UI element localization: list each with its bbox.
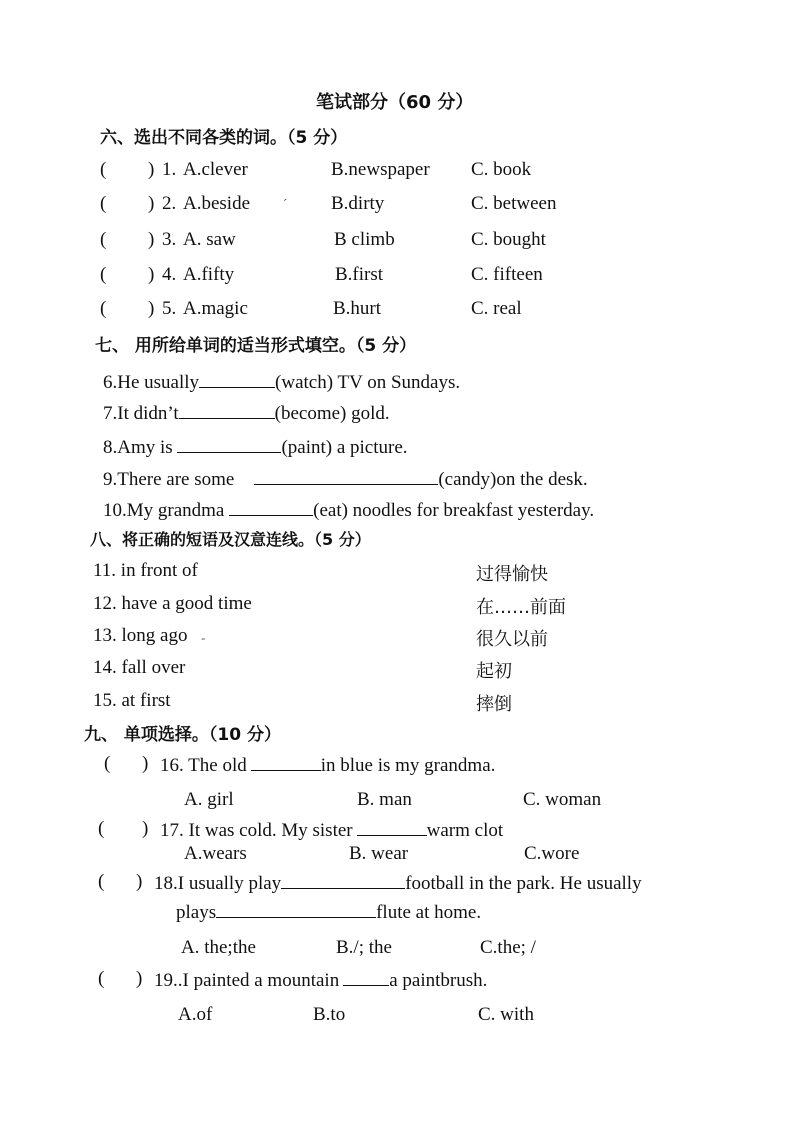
- meaning-right[interactable]: 摔倒: [476, 694, 512, 715]
- option-b: B.hurt: [333, 298, 382, 319]
- option-b[interactable]: B.to: [313, 1004, 346, 1025]
- stem-end: football in the park. He usually: [405, 873, 642, 894]
- question-stem: [154, 871, 642, 895]
- answer-blank[interactable]: [216, 900, 376, 918]
- question-stem-line2: [176, 900, 481, 924]
- option-c[interactable]: C.the; /: [480, 937, 536, 958]
- section7-heading: 七、 用所给单词的适当形式填空。（5 分）: [95, 336, 417, 356]
- answer-paren-open[interactable]: (: [98, 968, 105, 989]
- option-a: A.beside: [183, 193, 251, 214]
- option-c: C. real: [471, 298, 522, 319]
- item-number: 2.: [162, 193, 177, 214]
- option-b: B.first: [335, 264, 384, 285]
- answer-paren-open[interactable]: (: [100, 264, 107, 285]
- option-a: A. saw: [183, 229, 236, 250]
- option-a: A.fifty: [183, 264, 235, 285]
- answer-blank[interactable]: [229, 498, 313, 516]
- option-c[interactable]: C. with: [478, 1004, 534, 1025]
- answer-paren-open[interactable]: (: [98, 818, 105, 839]
- word-hint: (eat) noodles for breakfast yesterday.: [313, 500, 595, 521]
- section9-heading: 九、 单项选择。（10 分）: [84, 725, 281, 745]
- stem-end: a paintbrush.: [389, 970, 488, 991]
- option-c: C. fifteen: [471, 264, 543, 285]
- word-hint: (become) gold.: [274, 403, 390, 424]
- answer-blank[interactable]: [343, 968, 389, 986]
- stem-start: 16. The old: [160, 755, 247, 776]
- item-number: 3.: [162, 229, 177, 250]
- option-c: C. between: [471, 193, 557, 214]
- stray-mark: ˊ: [283, 196, 288, 211]
- phrase-left[interactable]: 12. have a good time: [93, 593, 252, 614]
- answer-paren-close: ): [142, 753, 149, 774]
- answer-blank[interactable]: [254, 467, 438, 485]
- answer-paren-close: ): [148, 298, 155, 319]
- item-number: 4.: [162, 264, 177, 285]
- stray-mark: -: [201, 630, 206, 645]
- word-hint: (paint) a picture.: [281, 437, 408, 458]
- phrase-left[interactable]: 15. at first: [93, 690, 171, 711]
- fill-blank-item: [103, 467, 588, 491]
- stem-start: 17. It was cold. My sister: [160, 820, 353, 841]
- answer-paren-close: ): [148, 229, 155, 250]
- meaning-right[interactable]: 过得愉快: [476, 564, 548, 585]
- option-a: A.clever: [183, 159, 248, 180]
- sentence-start: 8.Amy is: [103, 437, 178, 458]
- word-hint: (watch) TV on Sundays.: [275, 372, 461, 393]
- option-b[interactable]: B. man: [357, 789, 412, 810]
- option-c[interactable]: C.wore: [524, 843, 580, 864]
- stem-end: flute at home.: [376, 902, 482, 923]
- option-c[interactable]: C. woman: [523, 789, 602, 810]
- option-a: A.magic: [183, 298, 248, 319]
- answer-blank[interactable]: [199, 370, 275, 388]
- meaning-right[interactable]: 在……前面: [476, 597, 566, 618]
- fill-blank-item: [103, 498, 594, 522]
- stem-start: plays: [176, 902, 217, 923]
- stem-end: in blue is my grandma.: [320, 755, 496, 776]
- sentence-start: 9.There are some: [103, 469, 235, 490]
- answer-paren-open[interactable]: (: [104, 753, 111, 774]
- option-a[interactable]: A. girl: [184, 789, 234, 810]
- answer-paren-open[interactable]: (: [100, 298, 107, 319]
- answer-blank[interactable]: [357, 818, 427, 836]
- word-hint: (candy)on the desk.: [438, 469, 588, 490]
- page-title: 笔试部分（60 分）: [316, 92, 474, 113]
- sentence-start: 10.My grandma: [103, 500, 230, 521]
- option-a[interactable]: A. the;the: [181, 937, 256, 958]
- meaning-right[interactable]: 很久以前: [476, 629, 548, 650]
- meaning-right[interactable]: 起初: [476, 661, 512, 682]
- option-b[interactable]: B./; the: [336, 937, 392, 958]
- option-c: C. book: [471, 159, 532, 180]
- answer-paren-close: ): [136, 968, 143, 989]
- phrase-left[interactable]: 11. in front of: [93, 560, 198, 581]
- answer-blank[interactable]: [251, 753, 321, 771]
- answer-paren-open[interactable]: (: [100, 229, 107, 250]
- answer-paren-open[interactable]: (: [100, 159, 107, 180]
- answer-paren-close: ): [148, 264, 155, 285]
- option-b: B climb: [334, 229, 395, 250]
- answer-paren-open[interactable]: (: [100, 193, 107, 214]
- answer-paren-close: ): [136, 871, 143, 892]
- section8-heading: 八、将正确的短语及汉意连线。（5 分）: [90, 530, 371, 549]
- stem-start: 19..I painted a mountain: [154, 970, 340, 991]
- question-stem: [154, 968, 487, 992]
- answer-paren-close: ): [148, 193, 155, 214]
- option-b: B.dirty: [331, 193, 385, 214]
- fill-blank-item: [103, 370, 460, 394]
- answer-blank[interactable]: [179, 401, 275, 419]
- option-a[interactable]: A.wears: [184, 843, 247, 864]
- answer-paren-close: ): [148, 159, 155, 180]
- fill-blank-item: [103, 401, 390, 425]
- option-b: B.newspaper: [331, 159, 430, 180]
- option-b[interactable]: B. wear: [349, 843, 409, 864]
- answer-paren-open[interactable]: (: [98, 871, 105, 892]
- phrase-left[interactable]: 14. fall over: [93, 657, 186, 678]
- stem-end: warm clot: [426, 820, 504, 841]
- phrase-left[interactable]: 13. long ago: [93, 625, 188, 646]
- sentence-start: 6.He usually: [103, 372, 200, 393]
- sentence-start: 7.It didn’t: [103, 403, 179, 424]
- item-number: 5.: [162, 298, 177, 319]
- option-c: C. bought: [471, 229, 546, 250]
- fill-blank-item: [103, 435, 408, 459]
- stem-start: 18.I usually play: [154, 873, 282, 894]
- option-a[interactable]: A.of: [178, 1004, 213, 1025]
- question-stem: [160, 753, 495, 777]
- answer-blank[interactable]: [177, 435, 281, 453]
- answer-paren-close: ): [142, 818, 149, 839]
- question-stem: [160, 818, 503, 842]
- item-number: 1.: [162, 159, 177, 180]
- answer-blank[interactable]: [281, 871, 405, 889]
- section6-heading: 六、选出不同各类的词。（5 分）: [100, 128, 348, 148]
